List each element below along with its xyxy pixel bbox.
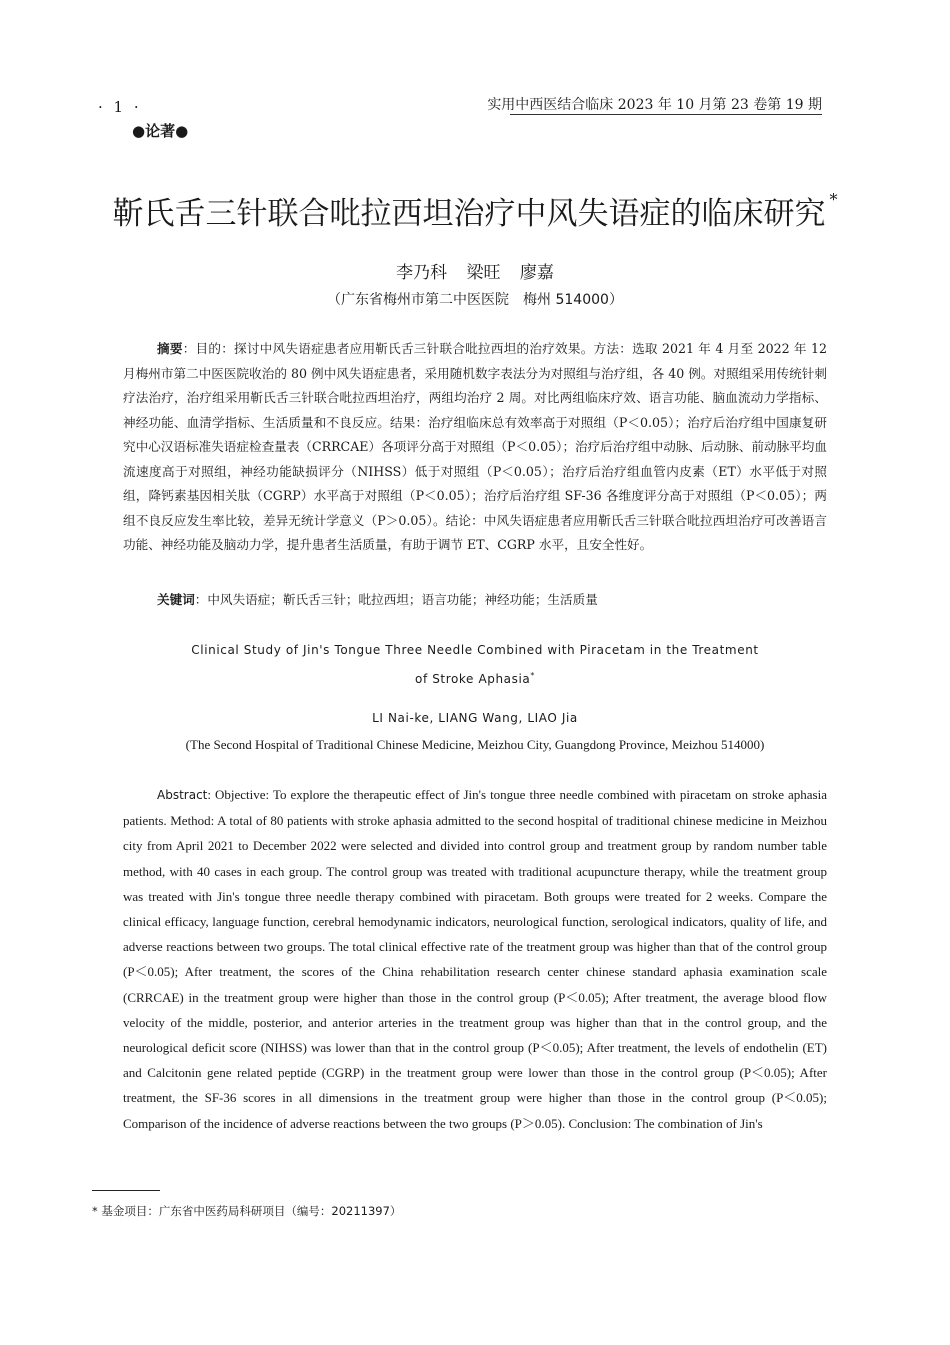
- section-tag: ●论著●: [132, 122, 189, 140]
- title-footnote-mark: *: [829, 190, 838, 209]
- chinese-keywords: [123, 588, 827, 613]
- english-abstract: [123, 782, 827, 1136]
- english-title-line1: Clinical Study of Jin's Tongue Three Needle Combined with Piracetam in the Treatment: [191, 643, 759, 657]
- footnote-rule: [92, 1190, 160, 1191]
- affiliation: （广东省梅州市第二中医医院 梅州 514000）: [327, 292, 623, 308]
- english-title-line2: of Stroke Aphasia: [415, 672, 531, 686]
- footnote: * 基金项目：广东省中医药局科研项目（编号：20211397）: [92, 1204, 402, 1218]
- english-title-line2-wrap: [0, 663, 950, 692]
- keywords-label: 关键词: [157, 592, 195, 607]
- article-title: [0, 188, 950, 233]
- keywords-text: ：中风失语症；靳氏舌三针；吡拉西坦；语言功能；神经功能；生活质量: [194, 592, 598, 607]
- authors: 李乃科 梁旺 廖嘉: [396, 263, 554, 283]
- chinese-abstract: [123, 337, 827, 558]
- english-affiliation: (The Second Hospital of Traditional Chinese Medicine, Meizhou City, Guangdong Province, Meizhou 514000): [185, 737, 765, 752]
- abstract-label: 摘要: [157, 341, 183, 356]
- header-rule: [510, 114, 822, 115]
- page-number: · 1 ·: [98, 98, 142, 116]
- journal-header: 实用中西医结合临床 2023 年 10 月第 23 卷第 19 期: [487, 97, 822, 113]
- english-abstract-text: : Objective: To explore the therapeutic effect of Jin's tongue three needle combined with piracetam on stroke aphasia patients. Method: A total of 80 patients with stroke aphasia admitted to the second hospital of traditional chinese medicine in Meizhou city from April 2021 to December 2022 were selected and divided into control group and treatment group by random number table method, with 40 cases in each group. The control group was treated with traditional acupuncture therapy, while the treatment group was treated with Jin's tongue three needle therapy combined with piracetam. Both groups were treated for 2 weeks. Compare the clinical efficacy, language function, cerebral hemodynamic indicators, neurological function, serological indicators, quality of life, and adverse reactions between two groups. The total clinical effective rate of the treatment group was higher than that of the control group (P＜0.05); After treatment, the scores of the China rehabilitation research center chinese standard aphasia examination scale (CRRCAE) in the treatment group were higher than those in the control group (P＜0.05); After treatment, the average blood flow velocity of the middle, posterior, and anterior arteries in the treatment group was higher than that in the control group, and the neurological deficit score (NIHSS) was lower than that in the control group (P＜0.05); After treatment, the levels of endothelin (ET) and Calcitonin gene related peptide (CGRP) in the treatment group were lower than those in the control group (P＜0.05); After treatment, the SF-36 scores in all dimensions in the treatment group were higher than those in the control group (P＜0.05); Comparison of the incidence of adverse reactions between the two groups (P＞0.05). Conclusion: The combination of Jin's: [123, 787, 827, 1131]
- english-authors: LI Nai-ke, LIANG Wang, LIAO Jia: [372, 711, 578, 725]
- english-title-mark: *: [530, 671, 535, 680]
- english-abstract-label: Abstract: [157, 788, 208, 802]
- abstract-text: ：目的：探讨中风失语症患者应用靳氏舌三针联合吡拉西坦的治疗效果。方法：选取 2021 年 4 月至 2022 年 12 月梅州市第二中医医院收治的 80 例中风失语症患者，采用随机数字表法分为对照组与治疗组，各 40 例。对照组采用传统针刺疗法治疗，治疗组采用靳氏舌三针联合吡拉西坦治疗，两组均治疗 2 周。对比两组临床疗效、语言功能、脑血流动力学指标、神经功能、血清学指标、生活质量和不良反应。结果：治疗组临床总有效率高于对照组（P＜0.05）；治疗后治疗组中国康复研究中心汉语标准失语症检查量表（CRRCAE）各项评分高于对照组（P＜0.05）；治疗后治疗组中动脉、后动脉、前动脉平均血流速度高于对照组，神经功能缺损评分（NIHSS）低于对照组（P＜0.05）；治疗后治疗组血管内皮素（ET）水平低于对照组，降钙素基因相关肽（CGRP）水平高于对照组（P＜0.05）；治疗后治疗组 SF-36 各维度评分高于对照组（P＜0.05）；两组不良反应发生率比较，差异无统计学意义（P＞0.05）。结论：中风失语症患者应用靳氏舌三针联合吡拉西坦治疗可改善语言功能、神经功能及脑动力学，提升患者生活质量，有助于调节 ET、CGRP 水平，且安全性好。: [123, 341, 827, 552]
- article-title-text: 靳氏舌三针联合吡拉西坦治疗中风失语症的临床研究: [112, 196, 826, 232]
- english-title: [0, 638, 950, 692]
